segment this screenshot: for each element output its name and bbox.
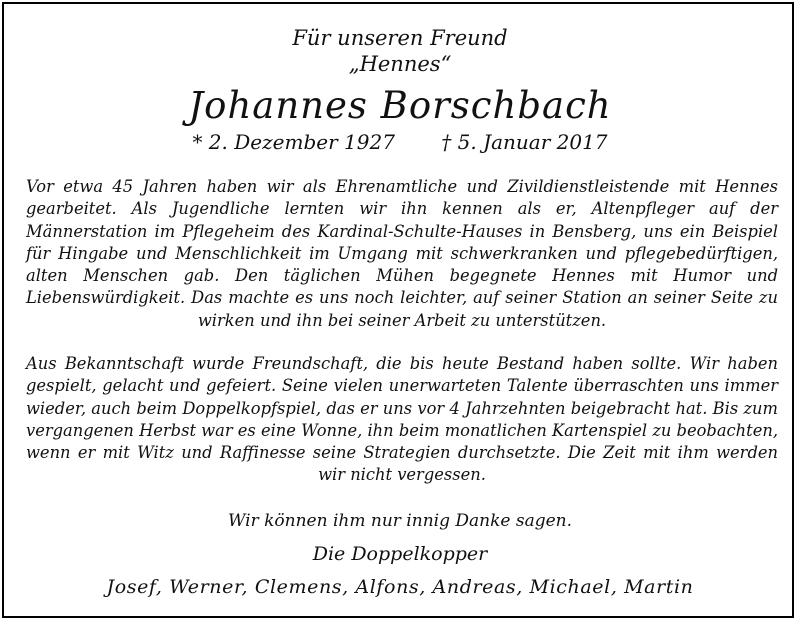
life-dates xyxy=(0,130,800,154)
deceased-name: Johannes Borschbach xyxy=(188,84,612,127)
signatory-names: Josef, Werner, Clemens, Alfons, Andreas, Michael, Martin xyxy=(106,576,694,598)
paragraph-memories: Vor etwa 45 Jahren haben wir als Ehrenamtliche und Zivildienstleistende mit Hennes gearbeitet. Als Jugendliche lernten wir ihn kennen als er, Altenpfleger auf der Männerstation im Pflegeheim des Kardinal-Schulte-Hauses in Bensberg, uns ein Beispiel für Hingabe und Menschlichkeit im Umgang mit schwerkranken und pflegebedürftigen, alten Menschen gab. Den täglichen Mühen begegnete Hennes mit Humor und Liebenswürdigkeit. Das machte es uns noch leichter, auf seiner Station an seiner Seite zu wirken und ihn bei seiner Arbeit zu unterstützen. xyxy=(26,177,778,330)
nickname: „Hennes“ xyxy=(348,52,452,76)
birth-date: * 2. Dezember 1927 xyxy=(192,130,395,154)
group-signature: Die Doppelkopper xyxy=(312,543,488,565)
paragraph-friendship: Aus Bekanntschaft wurde Freundschaft, die bis heute Bestand haben sollte. Wir haben gespielt, gelacht und gefeiert. Seine vielen unerwarteten Talente überraschten uns immer wieder, auch beim Doppelkopfspiel, das er uns vor 4 Jahrzehnten beigebracht hat. Bis zum vergangenen Herbst war es eine Wonne, ihn beim monatlichen Kartenspiel zu beobachten, wenn er mit Witz und Raffinesse seine Strategien durchsetzte. Die Zeit mit ihm werden wir nicht vergessen. xyxy=(26,354,778,485)
thanks-line: Wir können ihm nur innig Danke sagen. xyxy=(227,511,573,531)
intro-line: Für unseren Freund xyxy=(292,26,508,50)
death-date: † 5. Januar 2017 xyxy=(441,130,608,154)
